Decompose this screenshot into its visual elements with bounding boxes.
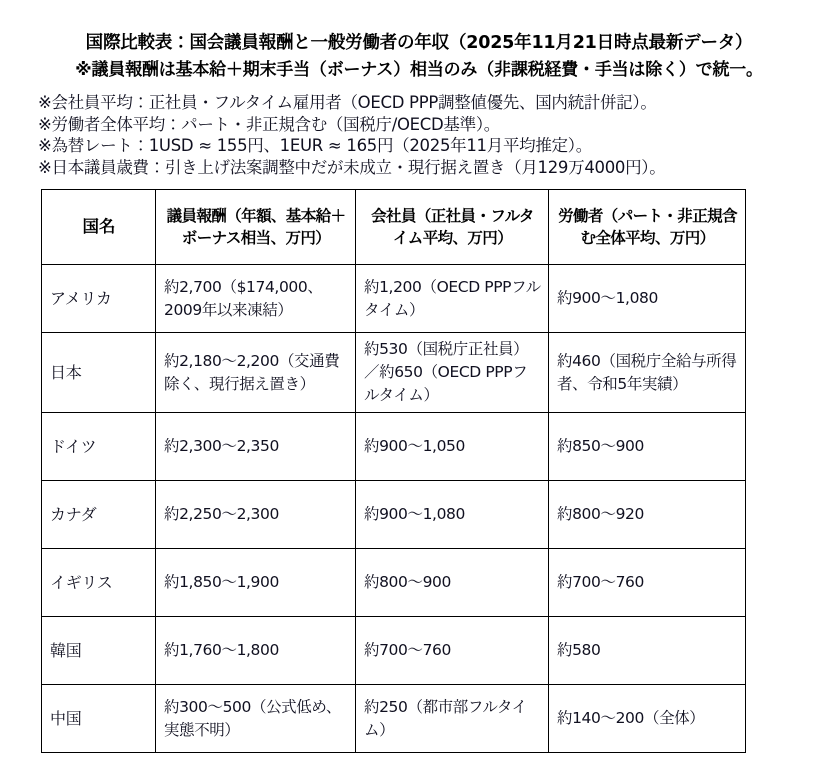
cell-country: 中国 (42, 685, 156, 753)
table-container (0, 189, 838, 753)
table-row (42, 265, 746, 333)
table-row (42, 685, 746, 753)
cell-employee-pay: 約900〜1,050 (356, 413, 549, 481)
cell-country: 日本 (42, 333, 156, 413)
note-line: ※会社員平均：正社員・フルタイム雇用者（OECD PPP調整値優先、国内統計併記）。 (38, 93, 657, 112)
page-subtitle: ※議員報酬は基本給＋期末手当（ボーナス）相当のみ（非課税経費・手当は除く）で統一。 (75, 60, 763, 80)
cell-worker-pay: 約580 (549, 617, 746, 685)
cell-legislator-pay: 約1,850〜1,900 (156, 549, 356, 617)
column-header-country: 国名 (42, 190, 156, 265)
cell-country: イギリス (42, 549, 156, 617)
cell-country: カナダ (42, 481, 156, 549)
column-header-worker-pay: 労働者（パート・非正規含む全体平均、万円） (549, 190, 746, 265)
cell-legislator-pay: 約1,760〜1,800 (156, 617, 356, 685)
cell-worker-pay: 約700〜760 (549, 549, 746, 617)
cell-worker-pay: 約900〜1,080 (549, 265, 746, 333)
cell-legislator-pay: 約2,700（$174,000、2009年以来凍結） (156, 265, 356, 333)
column-header-employee-pay: 会社員（正社員・フルタイム平均、万円） (356, 190, 549, 265)
note-line: ※日本議員歳費：引き上げ法案調整中だが未成立・現行据え置き（月129万4000円）。 (38, 157, 666, 177)
cell-country: アメリカ (42, 265, 156, 333)
cell-country: 韓国 (42, 617, 156, 685)
note-line: ※為替レート：1USD ≈ 155円、1EUR ≈ 165円（2025年11月平均推定）。 (38, 136, 592, 155)
cell-employee-pay: 約900〜1,080 (356, 481, 549, 549)
cell-employee-pay: 約700〜760 (356, 617, 549, 685)
cell-worker-pay: 約460（国税庁全給与所得者、令和5年実績） (549, 333, 746, 413)
cell-employee-pay: 約250（都市部フルタイム） (356, 685, 549, 753)
cell-employee-pay: 約800〜900 (356, 549, 549, 617)
table-header-row (42, 190, 746, 265)
title-block (0, 0, 838, 84)
cell-legislator-pay: 約2,250〜2,300 (156, 481, 356, 549)
table-header (42, 190, 746, 265)
table-body (42, 265, 746, 753)
cell-legislator-pay: 約300〜500（公式低め、実態不明） (156, 685, 356, 753)
page-title: 国際比較表：国会議員報酬と一般労働者の年収（2025年11月21日時点最新データ） (85, 33, 753, 53)
table-row (42, 333, 746, 413)
table-row (42, 617, 746, 685)
table-row (42, 549, 746, 617)
column-header-legislator-pay: 議員報酬（年額、基本給＋ボーナス相当、万円） (156, 190, 356, 265)
cell-worker-pay: 約140〜200（全体） (549, 685, 746, 753)
table-row (42, 481, 746, 549)
cell-legislator-pay: 約2,300〜2,350 (156, 413, 356, 481)
cell-worker-pay: 約850〜900 (549, 413, 746, 481)
cell-employee-pay: 約1,200（OECD PPPフルタイム） (356, 265, 549, 333)
cell-employee-pay: 約530（国税庁正社員）／約650（OECD PPPフルタイム） (356, 333, 549, 413)
table-row (42, 413, 746, 481)
cell-country: ドイツ (42, 413, 156, 481)
notes-block (0, 92, 838, 178)
note-line: ※労働者全体平均：パート・非正規含む（国税庁/OECD基準）。 (38, 114, 500, 134)
cell-legislator-pay: 約2,180〜2,200（交通費除く、現行据え置き） (156, 333, 356, 413)
cell-worker-pay: 約800〜920 (549, 481, 746, 549)
comparison-table (41, 189, 746, 753)
